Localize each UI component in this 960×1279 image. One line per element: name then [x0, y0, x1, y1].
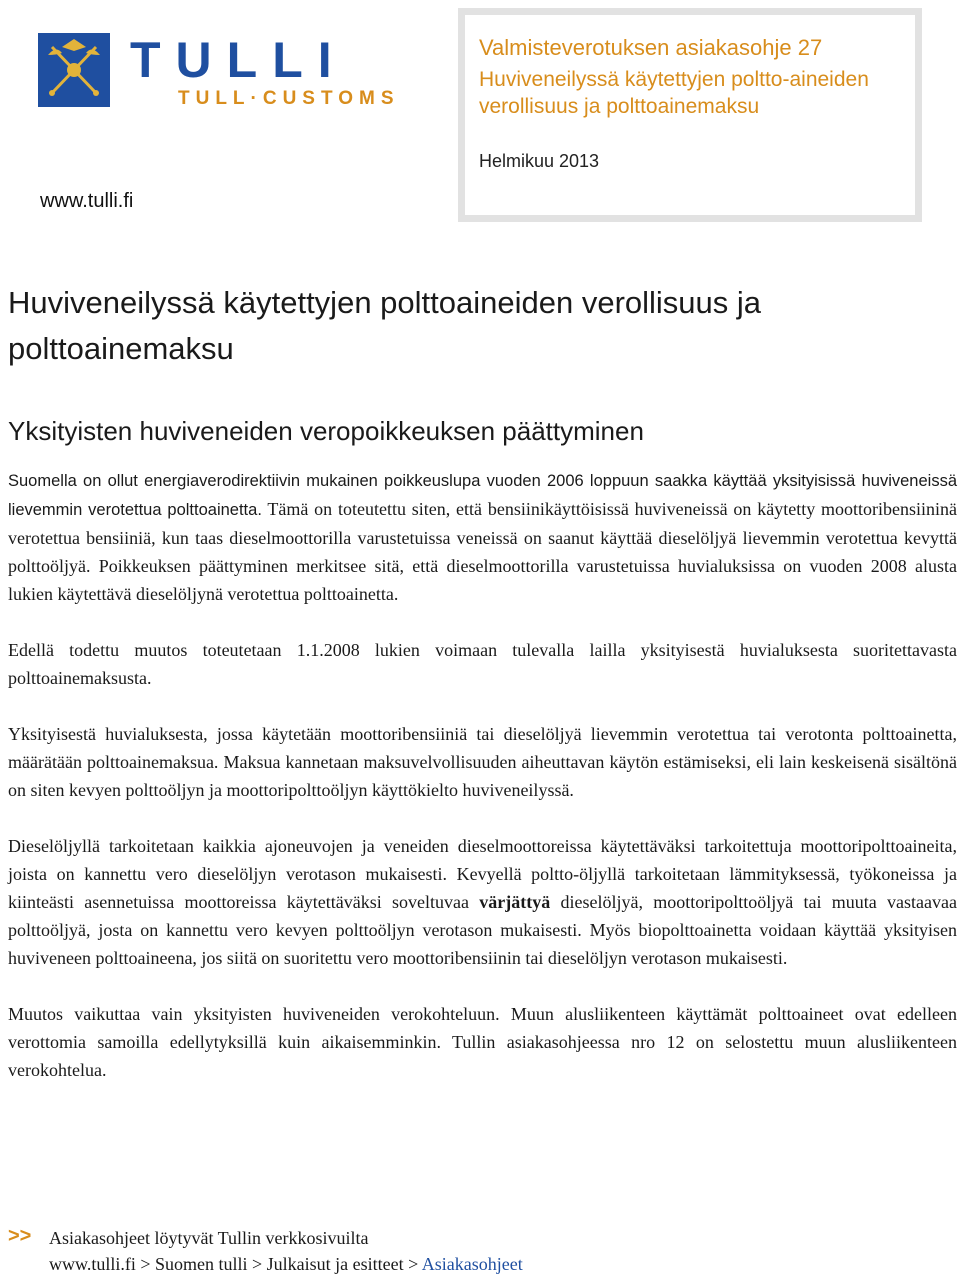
- series-title: Valmisteverotuksen asiakasohje 27: [479, 35, 823, 60]
- paragraph-4-end: dieselöljyä, moottoripolttoöljyä tai muuta vastaavaa polttoöljyä, josta on kannettu vero kevyen polttoöljyn verotason mukaisesti. Myös biopolttoainetta voidaan käyttää yksityisen huviveneen polttoaineena, jos siitä on suoritettu vero moottoribensiinin tai dieselöljyn verotason mukaisesti.: [8, 892, 957, 968]
- footer-line-1: Asiakasohjeet löytyvät Tullin verkkosivuilta: [49, 1228, 369, 1248]
- header-info-inner: [465, 15, 915, 215]
- publication-date: Helmikuu 2013: [479, 151, 600, 171]
- paragraph-3: Yksityisestä huvialuksesta, jossa käytetään moottoribensiiniä tai dieselöljyä lievemmin verotettua tai verotonta polttoainetta, määrätään polttoainemaksua. Maksua kannetaan maksuvelvollisuuden aiheuttavan käytön estämiseksi, eli lain keskeisenä sisältönä on siten kevyen polttoöljyn ja moottoripolttoöljyn käyttökielto huviveneilyssä.: [8, 724, 957, 800]
- paragraph-1-rest: Tämä on toteutettu siten, että bensiinikäyttöisissä huviveneissä on käytetty moottoribensiininä verotettua bensiiniä, kun taas dieselmoottorilla varustetuissa veneissä on saanut käyttää dieselöljyä lievemmin verotettua kevyttä polttoöljyä. Poikkeuksen päättyminen merkitsee sitä, että dieselmoottorilla varustetuissa huvialuksissa on vuoden 2008 alusta lukien käytettävä dieselöljynä verotettua polttoainetta.: [8, 499, 957, 604]
- site-url[interactable]: www.tulli.fi: [40, 190, 134, 212]
- footer-line-2: [49, 1251, 523, 1277]
- paragraph-2: Edellä todettu muutos toteutetaan 1.1.2008 lukien voimaan tulevalla lailla yksityisestä huvialuksesta suoritettavasta polttoainemaksusta.: [8, 640, 957, 688]
- tulli-logo: [38, 33, 428, 113]
- tulli-emblem-icon: [38, 33, 110, 107]
- paragraph-4: [8, 832, 957, 972]
- footer-text: [49, 1225, 523, 1277]
- paragraph-4-start: Dieselöljyllä tarkoitetaan kaikkia ajoneuvojen ja veneiden dieselmoottoreissa käytettäväksi tarkoitettuja moottoripolttoaineita, joista on kannettu vero dieselöljyn verotason mukaisesti. Kevyellä poltto-öljyllä tarkoitetaan lämmityksessä, työkoneissa ja kiinteästi asennetuissa moottoreissa käytettäväksi soveltuvaa: [8, 836, 957, 912]
- section-heading: Yksityisten huviveneiden veropoikkeuksen päättyminen: [8, 416, 644, 446]
- paragraph-4-bold: värjättyä: [479, 892, 551, 912]
- document-subject: Huviveneilyssä käytettyjen poltto-aineiden verollisuus ja polttoainemaksu: [479, 68, 869, 118]
- header-info-box: [458, 8, 922, 222]
- logo-wordmark: TULLI: [130, 32, 347, 88]
- logo-subtitle: TULL·CUSTOMS: [178, 88, 400, 109]
- paragraph-1: [8, 466, 957, 608]
- arrow-icon: >>: [8, 1225, 32, 1247]
- page-title: Huviveneilyssä käytettyjen polttoaineiden verollisuus ja polttoainemaksu: [8, 285, 762, 366]
- asiakasohjeet-link[interactable]: Asiakasohjeet: [421, 1254, 523, 1274]
- paragraph-1-intro: Suomella on ollut energiaverodirektiivin mukainen poikkeuslupa vuoden 2006 loppuun saakka käyttää yksityisissä huviveneissä lievemmin verotettua polttoainetta.: [8, 472, 957, 519]
- document-body: [8, 466, 957, 1112]
- paragraph-5: Muutos vaikuttaa vain yksityisten huviveneiden verokohteluun. Muun alusliikenteen käyttämät polttoaineet ovat edelleen verottomia samoilla edellytyksillä kuin aikaisemminkin. Tullin asiakasohjeessa nro 12 on selostettu muun alusliikenteen verokohtelua.: [8, 1004, 957, 1080]
- footer-path: www.tulli.fi > Suomen tulli > Julkaisut ja esitteet >: [49, 1254, 422, 1274]
